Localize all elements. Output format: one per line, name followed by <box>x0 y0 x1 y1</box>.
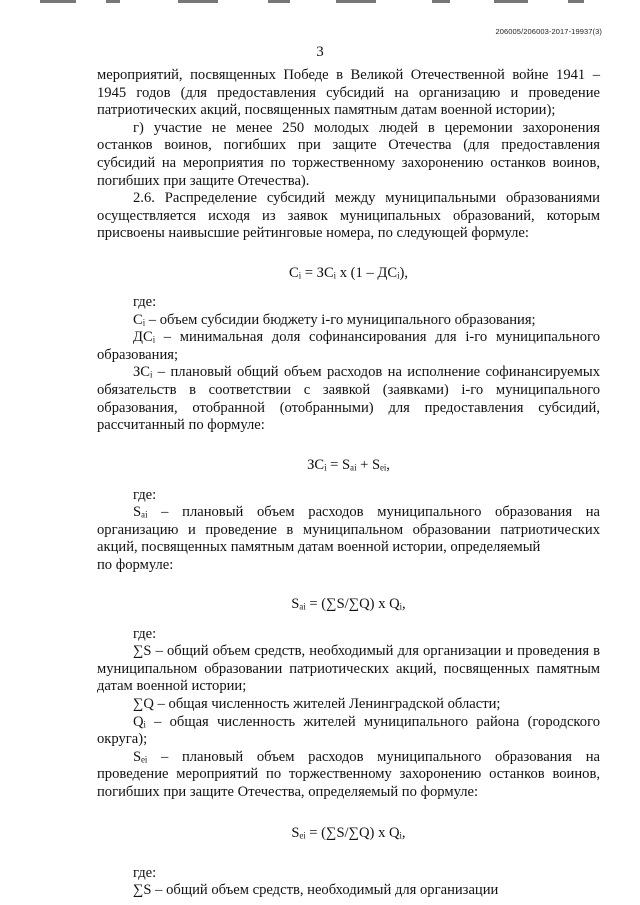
definition-sum-s: ∑S – общий объем средств, необходимый для организации и проведения в муниципальном образовании патриотических акций, посвященных памятным датам военной истории; <box>97 643 600 695</box>
definition-qi: Qᵢ – общая численность жителей муниципального района (городского округа); <box>97 713 600 748</box>
formula-sai: Sₐᵢ = (∑S/∑Q) x Qᵢ, <box>291 596 406 613</box>
where-label: где: <box>133 625 157 642</box>
where-label: где: <box>133 864 157 881</box>
paragraph: мероприятий, посвященных Победе в Великой Отечественной войне 1941 – 1945 годов (для предоставления субсидий на организацию и проведение патриотических акций, посвященных памятным датам военной истории); <box>97 67 600 119</box>
definition-dci: ДCᵢ – минимальная доля софинансирования для i-го муниципального образования; <box>97 329 600 363</box>
document-body <box>97 67 600 900</box>
definition-zci: ЗCᵢ – плановый общий объем расходов на исполнение софинансируемых обязательств в соответствии с заявкой (заявками) i-го муниципального образования, отобранной (отобранными) для предоставления субсидий, рассчитанный по формуле: <box>97 364 600 434</box>
scan-top-edge-marks <box>0 0 640 6</box>
definition-sum-q: ∑Q – общая численность жителей Ленинградской области; <box>133 696 501 713</box>
definition-sai: Sₐᵢ – плановый объем расходов муниципального образования на организацию и проведение в муниципальном образовании патриотических акций, посвященных памятным датам военной истории, определяемый <box>97 504 600 556</box>
formula-subsidy: Cᵢ = ЗCᵢ x (1 – ДCᵢ), <box>288 264 408 281</box>
definition-sum-s-2: ∑S – общий объем средств, необходимый для организации <box>133 882 499 899</box>
where-label: где: <box>133 486 157 503</box>
paragraph: 2.6. Распределение субсидий между муниципальными образованиями осуществляется исходя из заявок муниципальных образований, которым присвоены наивысшие рейтинговые номера, по следующей формуле: <box>97 190 600 242</box>
definition-ci: Cᵢ – объем субсидии бюджету i-го муниципального образования; <box>133 311 536 328</box>
definition-sei: Sₑᵢ – плановый объем расходов муниципального образования на проведение мероприятий по торжественному захоронению останков воинов, погибших при защите Отечества, определяемый по формуле: <box>97 748 600 800</box>
definition-sai-continuation: по формуле: <box>97 557 174 574</box>
where-label: где: <box>133 293 157 310</box>
formula-sei: Sₑᵢ = (∑S/∑Q) x Qᵢ, <box>291 825 406 842</box>
document-id: 206005/206003-2017-19937(3) <box>495 27 602 36</box>
page-number: 3 <box>316 44 324 60</box>
formula-total-expenses: ЗCᵢ = Sₐᵢ + Sₑᵢ, <box>307 457 390 474</box>
paragraph: г) участие не менее 250 молодых людей в церемонии захоронения останков воинов, погибших при защите Отечества (для предоставления субсидий на мероприятия по торжественному захоронению останков воинов, погибших при защите Отечества). <box>97 119 600 189</box>
